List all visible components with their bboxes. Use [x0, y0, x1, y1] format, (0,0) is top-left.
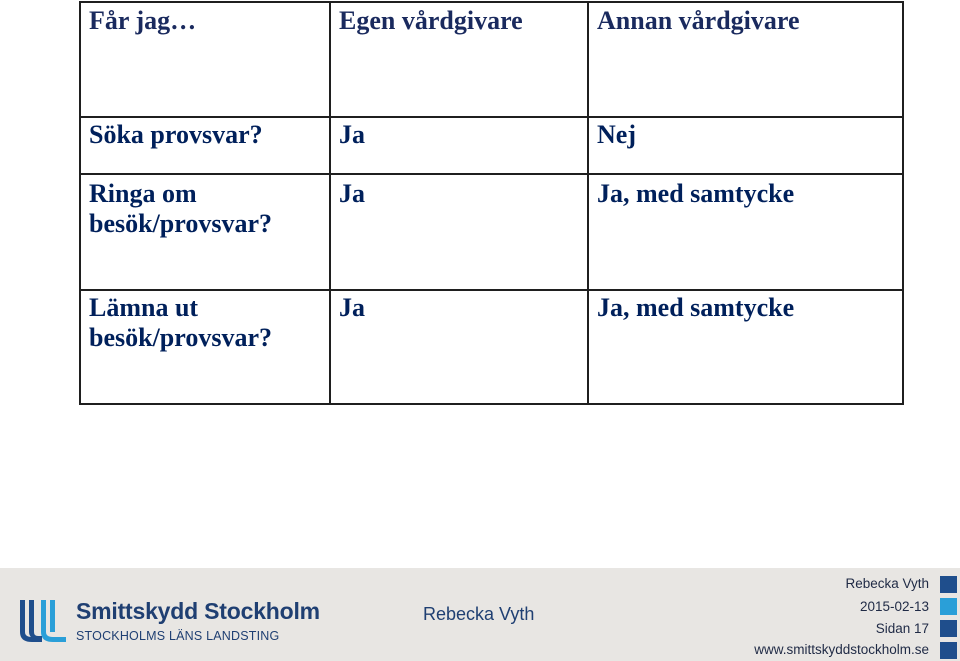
header-question-cell: Får jag… — [80, 2, 330, 117]
presenter-name: Rebecka Vyth — [423, 604, 535, 624]
header-other-provider-cell: Annan vårdgivare — [588, 2, 903, 117]
question-line: Lämna ut — [89, 293, 199, 322]
header-own-provider-cell: Egen vårdgivare — [330, 2, 588, 117]
question-line: besök/provsvar? — [89, 323, 272, 352]
question-cell — [80, 174, 330, 290]
slide-footer — [0, 568, 960, 661]
question-cell — [80, 290, 330, 404]
question-line: besök/provsvar? — [89, 209, 272, 238]
other-provider-answer: Nej — [588, 117, 903, 174]
other-provider-answer: Ja, med samtycke — [588, 290, 903, 404]
own-provider-answer: Ja — [330, 290, 588, 404]
sll-logo-icon — [18, 598, 70, 644]
logo-subtitle: STOCKHOLMS LÄNS LANDSTING — [76, 629, 280, 643]
decorative-square-icon — [940, 642, 957, 659]
logo-title: Smittskydd Stockholm — [76, 598, 320, 624]
table-row — [80, 174, 903, 290]
decorative-square-icon — [940, 598, 957, 615]
table-header-row — [80, 2, 903, 117]
decorative-square-icon — [940, 576, 957, 593]
footer-page-number: Sidan 17 — [875, 621, 929, 636]
footer-website: www.smittskyddstockholm.se — [754, 642, 929, 657]
question-line: Ringa om — [89, 179, 197, 208]
table-row — [80, 117, 903, 174]
footer-date: 2015-02-13 — [859, 599, 929, 614]
footer-author: Rebecka Vyth — [845, 576, 929, 591]
question-line: Söka provsvar? — [89, 120, 263, 149]
decorative-square-icon — [940, 620, 957, 637]
question-cell — [80, 117, 330, 174]
own-provider-answer: Ja — [330, 117, 588, 174]
consent-table — [79, 1, 904, 405]
own-provider-answer: Ja — [330, 174, 588, 290]
smittskydd-logo — [18, 598, 348, 648]
other-provider-answer: Ja, med samtycke — [588, 174, 903, 290]
table-row — [80, 290, 903, 404]
